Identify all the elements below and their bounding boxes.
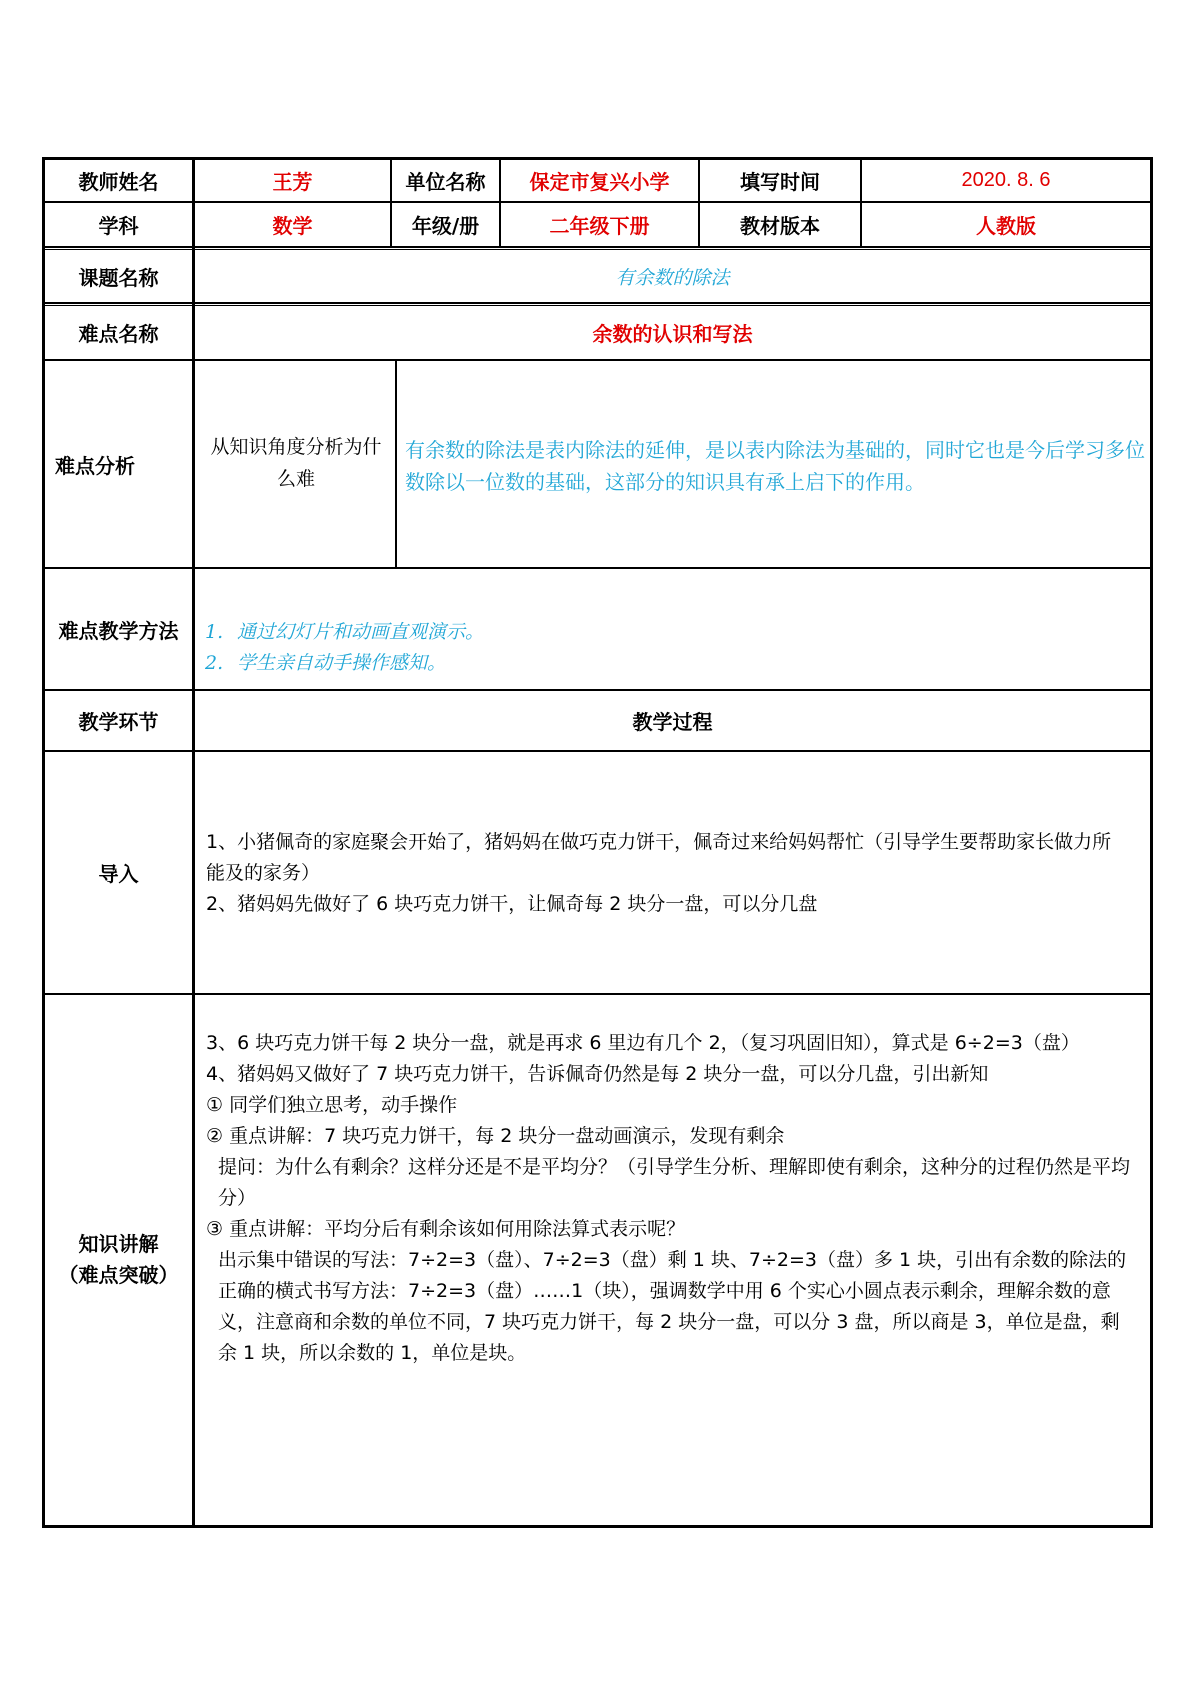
grade-label: 年级/册 <box>411 214 480 238</box>
explain-label <box>45 995 192 1525</box>
label-column-divider <box>192 157 195 1528</box>
grade-value: 二年级下册 <box>549 214 650 238</box>
teacher-name-value: 王芳 <box>272 170 313 194</box>
row-divider-8 <box>42 993 1153 995</box>
row-divider-7 <box>42 750 1153 752</box>
unit-name-label: 单位名称 <box>405 170 486 194</box>
methods-list <box>205 617 1105 679</box>
topic-value: 有余数的除法 <box>615 266 730 289</box>
explain-line: 出示集中错误的写法：7÷2=3（盘）、7÷2=3（盘）剩 1 块、7÷2=3（盘）多 1 块，引出有余数的除法的正确的横式书写方法：7÷2=3（盘）……1（块），强调数学中用 6 个实心小圆点表示剩余，理解余数的意义，注意商和余数的单位不同，7 块巧克力饼干，每 2 块分一盘，可以分 3 盘，所以商是 3，单位是盘，剩余 1 块，所以余数的 1，单位是块。 <box>218 1249 1127 1364</box>
process-header-value: 教学过程 <box>632 710 713 734</box>
methods-item-text: 通过幻灯片和动画直观演示。 <box>237 621 485 643</box>
explain-line: 3、6 块巧克力饼干每 2 块分一盘，就是再求 6 里边有几个 2，（复习巩固旧知），算式是 6÷2=3（盘） <box>206 1032 1080 1054</box>
explain-line: ① 同学们独立思考，动手操作 <box>206 1094 458 1116</box>
analysis-sub-label: 从知识角度分析为什么难 <box>210 436 382 490</box>
row-divider-4 <box>42 359 1153 361</box>
intro-line: 2、猪妈妈先做好了 6 块巧克力饼干，让佩奇每 2 块分一盘，可以分几盘 <box>206 893 818 915</box>
methods-item <box>205 648 1105 679</box>
analysis-label: 难点分析 <box>55 453 135 478</box>
analysis-text: 有余数的除法是表内除法的延伸，是以表内除法为基础的，同时它也是今后学习多位数除以一位数的基础，这部分的知识具有承上启下的作用。 <box>405 438 1145 494</box>
row-divider-5 <box>42 567 1153 569</box>
teacher-name-label: 教师姓名 <box>78 170 159 194</box>
explain-line: 提问：为什么有剩余？这样分还是不是平均分？（引导学生分析、理解即使有剩余，这种分的过程仍然是平均分） <box>218 1156 1131 1209</box>
intro-label: 导入 <box>98 862 139 886</box>
analysis-divider <box>395 360 397 569</box>
table-border-bottom <box>42 1525 1153 1528</box>
edition-value: 人教版 <box>976 214 1036 238</box>
process-stage-label: 教学环节 <box>78 710 159 734</box>
explain-content <box>206 1028 1136 1369</box>
fill-date-value: 2020. 8. 6 <box>961 169 1051 191</box>
explain-label-line1: 知识讲解 <box>78 1232 159 1256</box>
methods-label: 难点教学方法 <box>58 618 179 643</box>
intro-line: 1、小猪佩奇的家庭聚会开始了，猪妈妈在做巧克力饼干，佩奇过来给妈妈帮忙（引导学生要帮助家长做力所能及的家务） <box>206 831 1112 884</box>
subject-label: 学科 <box>98 214 139 238</box>
row-divider-2 <box>42 246 1153 248</box>
explain-line: ③ 重点讲解：平均分后有剩余该如何用除法算式表示呢？ <box>206 1218 686 1240</box>
difficulty-label: 难点名称 <box>78 322 159 346</box>
difficulty-value: 余数的认识和写法 <box>592 322 753 346</box>
subject-value: 数学 <box>272 214 313 238</box>
methods-item <box>205 617 1105 648</box>
edition-label: 教材版本 <box>740 214 820 238</box>
table-border-right <box>1150 157 1153 1528</box>
row-divider-3 <box>42 302 1153 304</box>
topic-label: 课题名称 <box>78 265 159 290</box>
explain-line: ② 重点讲解：7 块巧克力饼干，每 2 块分一盘动画演示，发现有剩余 <box>206 1125 785 1147</box>
methods-item-text: 学生亲自动手操作感知。 <box>237 652 447 674</box>
intro-content <box>206 827 1126 920</box>
explain-line: 4、猪妈妈又做好了 7 块巧克力饼干，告诉佩奇仍然是每 2 块分一盘，可以分几盘，引出新知 <box>206 1063 989 1085</box>
methods-item-num: 2. <box>205 652 224 674</box>
fill-date-label: 填写时间 <box>740 170 820 194</box>
methods-item-num: 1. <box>205 621 224 643</box>
explain-label-line2: （难点突破） <box>58 1263 179 1287</box>
unit-name-value: 保定市复兴小学 <box>529 170 670 194</box>
